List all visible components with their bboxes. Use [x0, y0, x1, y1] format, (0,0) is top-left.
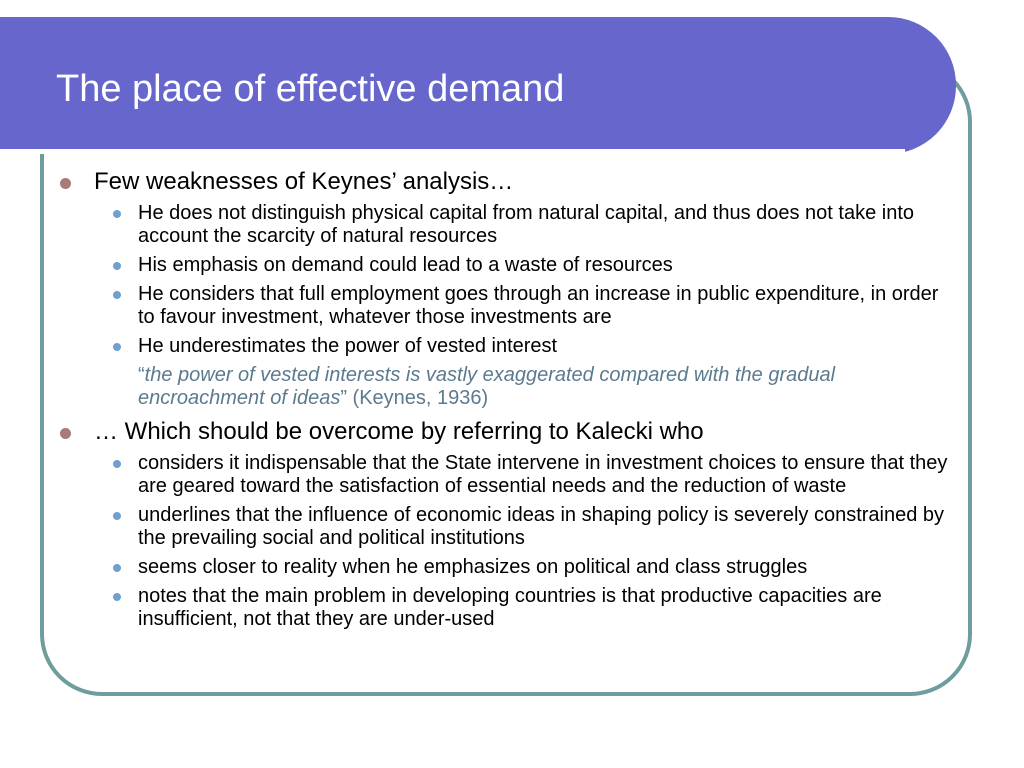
sub-bullet-dot-icon	[113, 564, 121, 572]
bullet-text: … Which should be overcome by referring to Kalecki who	[94, 418, 704, 445]
sub-bullet-text: He underestimates the power of vested interest	[138, 335, 558, 357]
sub-bullet-text: His emphasis on demand could lead to a waste of resources	[138, 254, 673, 276]
sub-bullet	[56, 452, 956, 498]
title-underline	[0, 149, 905, 154]
sub-bullet	[56, 254, 956, 277]
sub-bullet	[56, 335, 956, 358]
sub-bullet-text: considers it indispensable that the State intervene in investment choices to ensure that they are geared toward the satisfaction of essential needs and the reduction of waste	[138, 452, 948, 497]
quote-citation: ” (Keynes, 1936)	[340, 387, 489, 409]
sub-bullet-text: He considers that full employment goes through an increase in public expenditure, in order to favour investment, whatever those investments are	[138, 283, 939, 328]
sub-bullet-dot-icon	[113, 593, 121, 601]
sub-bullet-text: underlines that the influence of economic ideas in shaping policy is severely constrained by the prevailing social and political institutions	[138, 504, 945, 549]
sub-bullet	[56, 556, 956, 579]
sub-bullet-dot-icon	[113, 262, 121, 270]
sub-bullet	[56, 283, 956, 329]
keynes-quote	[56, 364, 956, 410]
sub-bullet-dot-icon	[113, 291, 121, 299]
sub-bullet-dot-icon	[113, 343, 121, 351]
sub-bullet-dot-icon	[113, 210, 121, 218]
bullet-dot-icon	[60, 178, 71, 189]
sub-bullet-dot-icon	[113, 512, 121, 520]
bullet-kalecki	[56, 418, 956, 446]
bullet-keynes-weaknesses	[56, 168, 956, 196]
quote-italic-text: the power of vested interests is vastly exaggerated compared with the gradual encroachment of ideas	[138, 364, 836, 409]
sub-bullet-text: notes that the main problem in developing countries is that productive capacities are insufficient, not that they are under-used	[138, 585, 882, 630]
sub-bullet	[56, 202, 956, 248]
slide-body	[56, 168, 956, 631]
slide-title: The place of effective demand	[56, 68, 565, 110]
bullet-text: Few weaknesses of Keynes’ analysis…	[94, 168, 514, 195]
quote-open-mark: “	[138, 364, 145, 386]
sub-bullet-text: seems closer to reality when he emphasizes on political and class struggles	[138, 556, 808, 578]
sub-bullet	[56, 585, 956, 631]
bullet-dot-icon	[60, 428, 71, 439]
sub-bullet-dot-icon	[113, 460, 121, 468]
sub-bullet	[56, 504, 956, 550]
sub-bullet-text: He does not distinguish physical capital from natural capital, and thus does not take into account the scarcity of natural resources	[138, 202, 915, 247]
